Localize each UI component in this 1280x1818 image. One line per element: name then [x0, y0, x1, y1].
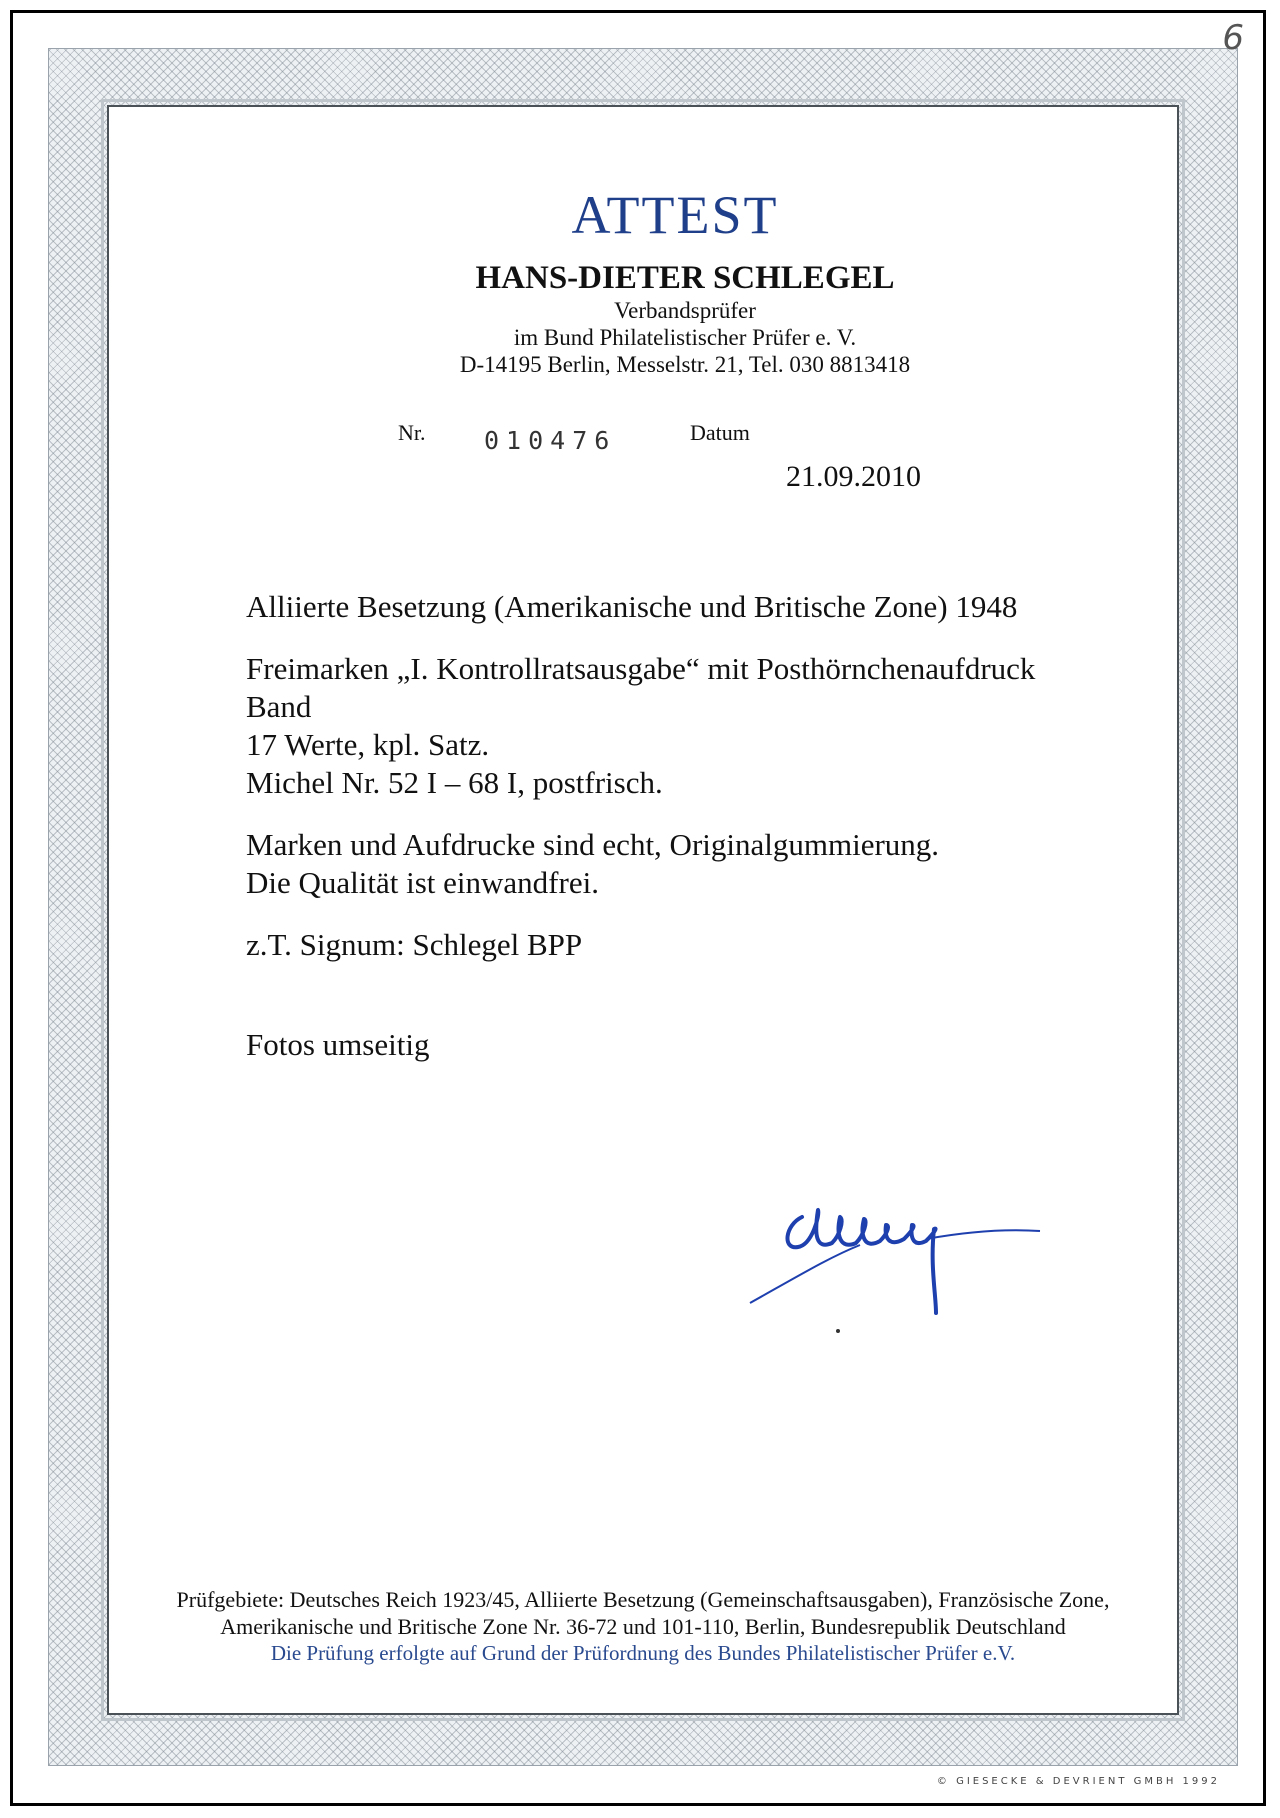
- certificate-body: [246, 588, 1035, 1064]
- photos-note: Fotos umseitig: [246, 1027, 430, 1062]
- stamp-series: Freimarken „I. Kontrollratsausgabe“ mit Posthörnchenaufdruck: [246, 651, 1036, 686]
- examination-areas-continued: Amerikanische und Britische Zone Nr. 36-72 und 101-110, Berlin, Bundesrepublik Deutschland: [220, 1614, 1066, 1639]
- examiner-signature: [740, 1195, 1140, 1345]
- stamp-format: Band: [246, 689, 312, 724]
- examination-regulation: Die Prüfung erfolgte auf Grund der Prüfordnung des Bundes Philatelistischer Prüfer e.V.: [270, 1641, 1016, 1665]
- quality-statement: Die Qualität ist einwandfrei.: [246, 865, 599, 900]
- stamp-count: 17 Werte, kpl. Satz.: [246, 727, 490, 762]
- catalog-number: Michel Nr. 52 I – 68 I, postfrisch.: [246, 765, 663, 800]
- certificate-header: [0, 185, 1280, 378]
- authenticity-statement: Marken und Aufdrucke sind echt, Originalgummierung.: [246, 827, 940, 862]
- certificate-date: 21.09.2010: [786, 460, 921, 493]
- examiner-name: HANS-DIETER SCHLEGEL: [475, 260, 895, 296]
- examiner-address: D-14195 Berlin, Messelstr. 21, Tel. 030 8813418: [459, 352, 911, 377]
- page-number-handwritten: 6: [1222, 18, 1244, 58]
- printer-imprint: © GIESECKE & DEVRIENT GMBH 1992: [936, 1776, 1220, 1787]
- issue-description: Alliierte Besetzung (Amerikanische und Britische Zone) 1948: [246, 589, 1018, 624]
- date-label: Datum: [690, 420, 750, 445]
- number-label: Nr.: [398, 420, 426, 445]
- examiner-association: im Bund Philatelistischer Prüfer e. V.: [513, 325, 857, 350]
- certificate-number: 010476: [484, 426, 617, 455]
- certificate-title: ATTEST: [571, 185, 779, 245]
- examiner-role: Verbandsprüfer: [614, 298, 756, 323]
- examination-areas: Prüfgebiete: Deutsches Reich 1923/45, Alliierte Besetzung (Gemeinschaftsausgaben), Französische Zone,: [176, 1587, 1110, 1612]
- signum-note: z.T. Signum: Schlegel BPP: [246, 927, 583, 962]
- certificate-footer: [110, 1586, 1176, 1667]
